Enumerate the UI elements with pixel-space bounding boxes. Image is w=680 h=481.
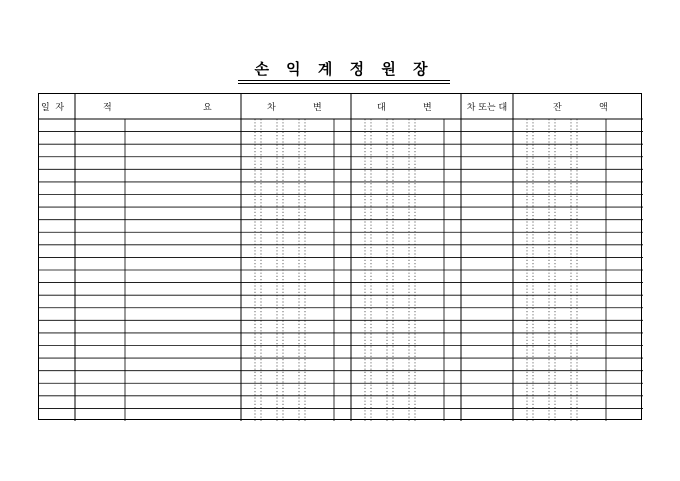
ledger-table (38, 93, 642, 420)
header-summary-left: 적 (103, 103, 112, 113)
header-credit-right: 변 (423, 103, 432, 113)
header-date: 일 자 (41, 103, 65, 113)
header-credit-left: 대 (377, 103, 386, 113)
header-dr-or-cr: 차 또는 대 (466, 103, 508, 113)
header-debit-right: 변 (313, 103, 322, 113)
header-balance-left: 잔 (553, 103, 562, 113)
header-debit-left: 차 (267, 103, 276, 113)
header-summary-right: 요 (203, 103, 212, 113)
title-underline (238, 80, 450, 81)
title-underline (238, 83, 450, 84)
header-balance-right: 액 (599, 103, 608, 113)
ledger-grid (39, 94, 643, 421)
document-title: 손 익 계 정 원 장 (254, 60, 434, 78)
